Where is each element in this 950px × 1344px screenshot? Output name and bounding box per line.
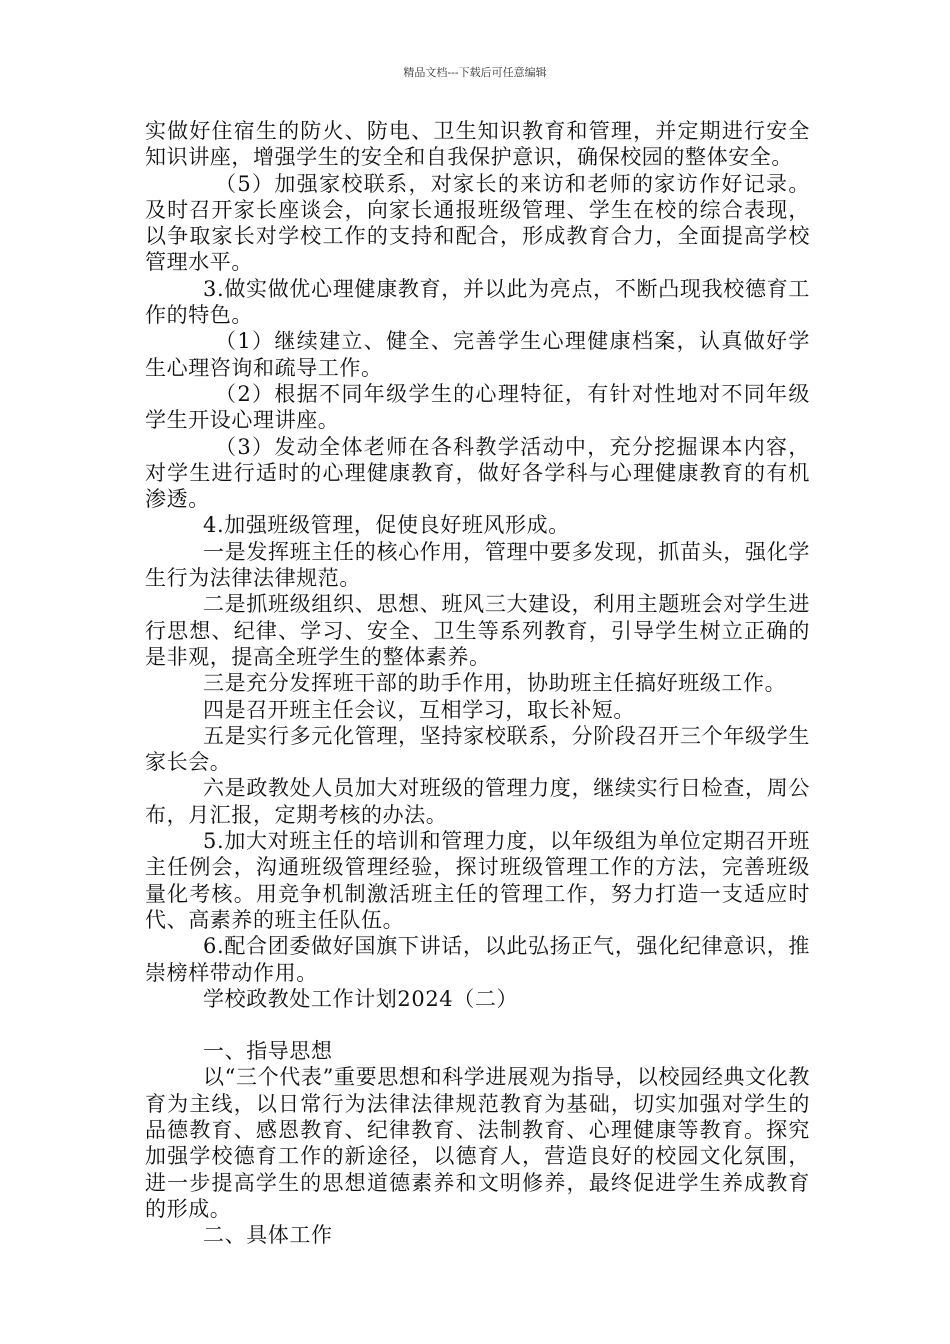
- section-heading: 一、指导思想: [203, 1039, 333, 1064]
- section-title: 学校政教处工作计划2024（二）: [203, 986, 519, 1011]
- paragraph: （5）加强家校联系，对家长的来访和老师的家访作好记录。及时召开家长座谈会，向家长通报班级管理、学生在校的综合表现，以争取家长对学校工作的支持和配合，形成教育合力，全面提高学校管理水平。: [145, 171, 810, 275]
- paragraph: 3.做实做优心理健康教育，并以此为亮点，不断凸现我校德育工作的特色。: [145, 276, 810, 328]
- paragraph: 5.加大对班主任的培训和管理力度，以年级组为单位定期召开班主任例会，沟通班级管理经验，探讨班级管理工作的方法，完善班级量化考核。用竞争机制激活班主任的管理工作，努力打造一支适应时代、高素养的班主任队伍。: [145, 829, 810, 932]
- header-note: 精品文档---下载后可任意编辑: [403, 66, 547, 79]
- paragraph: 五是实行多元化管理，坚持家校联系，分阶段召开三个年级学生家长会。: [145, 723, 810, 775]
- paragraph: 以“三个代表”重要思想和科学进展观为指导，以校园经典文化教育为主线，以日常行为法律法律规范教育为基础，切实加强对学生的品德教育、感恩教育、纪律教育、法制教育、心理健康等教育。探究加强学校德育工作的新途径，以德育人，营造良好的校园文化氛围，进一步提高学生的思想道德素养和文明修养，最终促进学生养成教育的形成。: [145, 1065, 810, 1221]
- document-body: [145, 118, 810, 1248]
- paragraph: 4.加强班级管理，促使良好班风形成。: [203, 513, 570, 538]
- paragraph: 实做好住宿生的防火、防电、卫生知识教育和管理，并定期进行安全知识讲座，增强学生的安全和自我保护意识，确保校园的整体安全。: [145, 119, 810, 170]
- paragraph: （3）发动全体老师在各科教学活动中，充分挖掘课本内容，对学生进行适时的心理健康教育，做好各学科与心理健康教育的有机渗透。: [145, 434, 810, 512]
- paragraph: 六是政教处人员加大对班级的管理力度，继续实行日检查，周公布，月汇报，定期考核的办法。: [145, 776, 810, 827]
- paragraph: 一是发挥班主任的核心作用，管理中要多发现，抓苗头，强化学生行为法律法律规范。: [145, 539, 810, 591]
- paragraph: 四是召开班主任会议，互相学习，取长补短。: [203, 697, 635, 722]
- paragraph: 6.配合团委做好国旗下讲话，以此弘扬正气，强化纪律意识，推崇榜样带动作用。: [145, 934, 810, 985]
- section-heading: 二、具体工作: [203, 1223, 333, 1248]
- paragraph: 二是抓班级组织、思想、班风三大建设，利用主题班会对学生进行思想、纪律、学习、安全、卫生等系列教育，引导学生树立正确的是非观，提高全班学生的整体素养。: [145, 592, 810, 669]
- paragraph: （2）根据不同年级学生的心理特征，有针对性地对不同年级学生开设心理讲座。: [145, 381, 810, 433]
- paragraph: 三是充分发挥班干部的助手作用，协助班主任搞好班级工作。: [203, 671, 787, 696]
- paragraph: （1）继续建立、健全、完善学生心理健康档案，认真做好学生心理咨询和疏导工作。: [145, 329, 810, 380]
- blank-line: [145, 1012, 810, 1038]
